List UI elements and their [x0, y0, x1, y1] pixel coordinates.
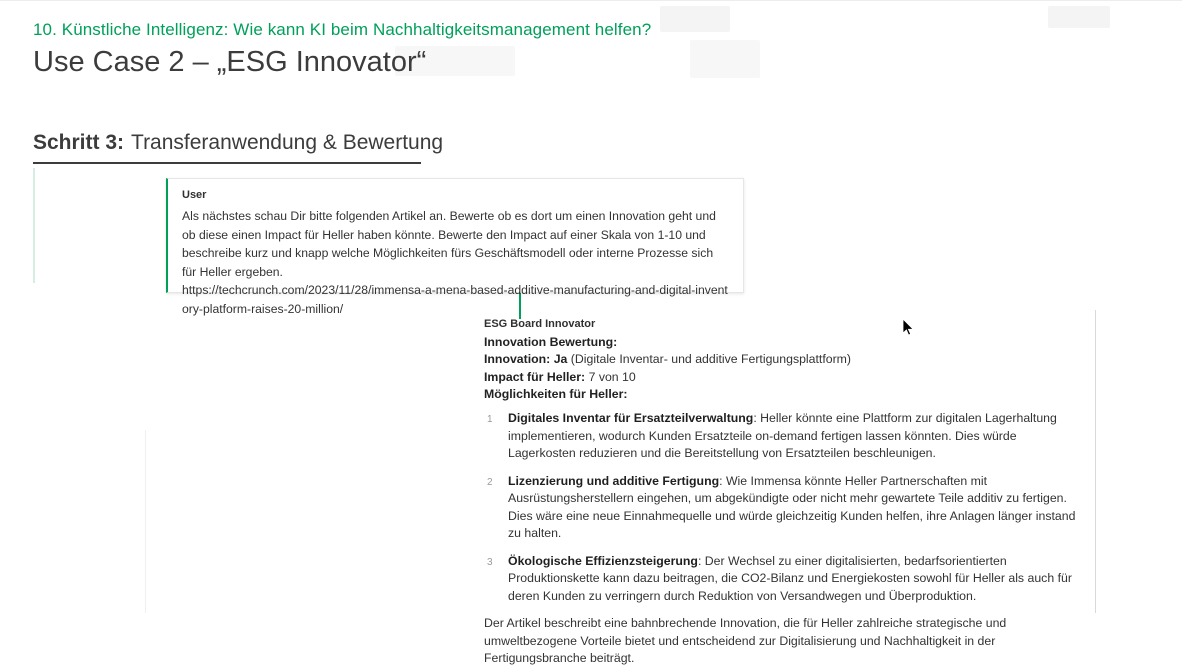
connector-line-left [33, 168, 35, 283]
answer-line-innovation-value: Ja [553, 352, 568, 366]
user-message-card [166, 178, 744, 316]
left-guide-line [145, 430, 146, 613]
background-shape [690, 40, 760, 78]
list-item [484, 410, 1084, 463]
right-guide-line [1095, 310, 1096, 613]
slide-kicker: 10. Künstliche Intelligenz: Wie kann KI beim Nachhaltigkeitsmanagement helfen? [33, 20, 652, 39]
list-item-number: 2 [487, 476, 493, 488]
list-item-title: Lizenzierung und additive Fertigung [508, 473, 720, 488]
step-heading [33, 131, 444, 164]
answer-line-innovation-label: Innovation: [484, 352, 551, 366]
answer-heading: Innovation Bewertung: [484, 335, 618, 349]
answer-line-innovation-rest: (Digitale Inventar- und additive Fertigungsplattform) [567, 352, 852, 366]
answer-line-impact-value: 7 von 10 [588, 370, 636, 384]
top-divider [0, 0, 1182, 1]
step-label: Schritt 3: [33, 131, 125, 154]
list-item [484, 553, 1084, 606]
answer-conclusion: Der Artikel beschreibt eine bahnbrechende Innovation, die für Heller zahlreiche strategische und umweltbezogene Vorteile bietet und entscheidend zur Digitalisierung und Nachhaltigkeit in der Fertigungsbranche beiträgt. [484, 616, 1007, 665]
list-item-text: : Der Wechsel zu einer digitalisierten, bedarfsorientierten Produktionskette kann dazu beitragen, die CO2-Bilanz und Energiekosten sowohl für Heller als auch für deren Kunden zu verringern durch Reduktion von Versandwegen und Überproduktion. [508, 553, 1072, 603]
list-item [484, 473, 1084, 543]
answer-list [484, 410, 1084, 605]
step-underline [33, 162, 421, 164]
list-item-title: Ökologische Effizienzsteigerung [508, 553, 698, 568]
list-item-number: 1 [487, 414, 493, 425]
assistant-answer [484, 318, 1084, 668]
user-message-url[interactable]: https://techcrunch.com/2023/11/28/immensa-a-mena-based-additive-manufacturing-and-digital-inventory-platform-raises-20-million/ [182, 283, 728, 316]
answer-line-impact [484, 369, 1084, 386]
answer-line-innovation [484, 351, 1084, 368]
background-shape [660, 6, 730, 32]
list-item-number: 3 [487, 556, 493, 568]
answer-line-impact-label: Impact für Heller: [484, 370, 586, 384]
user-message-text: Als nächstes schau Dir bitte folgenden Artikel an. Bewerte ob es dort um einen Innovation geht und ob diese einen Impact für Heller haben könnte. Bewerte den Impact auf einer Skala von 1-10 und beschreibe kurz und knapp welche Möglichkeiten fürs Geschäftsmodell oder interne Prozesse sich für Heller ergeben. [182, 209, 716, 279]
answer-options-heading: Möglichkeiten für Heller: [484, 387, 628, 401]
step-text: Transferanwendung & Bewertung [131, 131, 444, 154]
list-item-title: Digitales Inventar für Ersatzteilverwaltung [508, 411, 754, 425]
page-title: Use Case 2 – „ESG Innovator“ [33, 46, 427, 78]
user-role-label: User [182, 189, 207, 201]
background-shape [1048, 6, 1110, 28]
list-item-text: : Wie Immensa könnte Heller Partnerschaften mit Ausrüstungsherstellern eingehen, um abgekündigte oder nicht mehr gewartete Teile additiv zu fertigen. Dies wäre eine neue Einnahmequelle und würde gleichzeitig Kunden helfen, ihre Anlagen länger instand zu halten. [508, 473, 1076, 540]
list-item-text: : Heller könnte eine Plattform zur digitalen Lagerhaltung implementieren, wodurch Kunden Ersatzteile on-demand fertigen lassen könnten. Dies würde Lagerkosten reduzieren und die Bereitstellung von Ersatzteilen beschleunigen. [508, 411, 1057, 460]
assistant-role-label: ESG Board Innovator [484, 318, 596, 330]
